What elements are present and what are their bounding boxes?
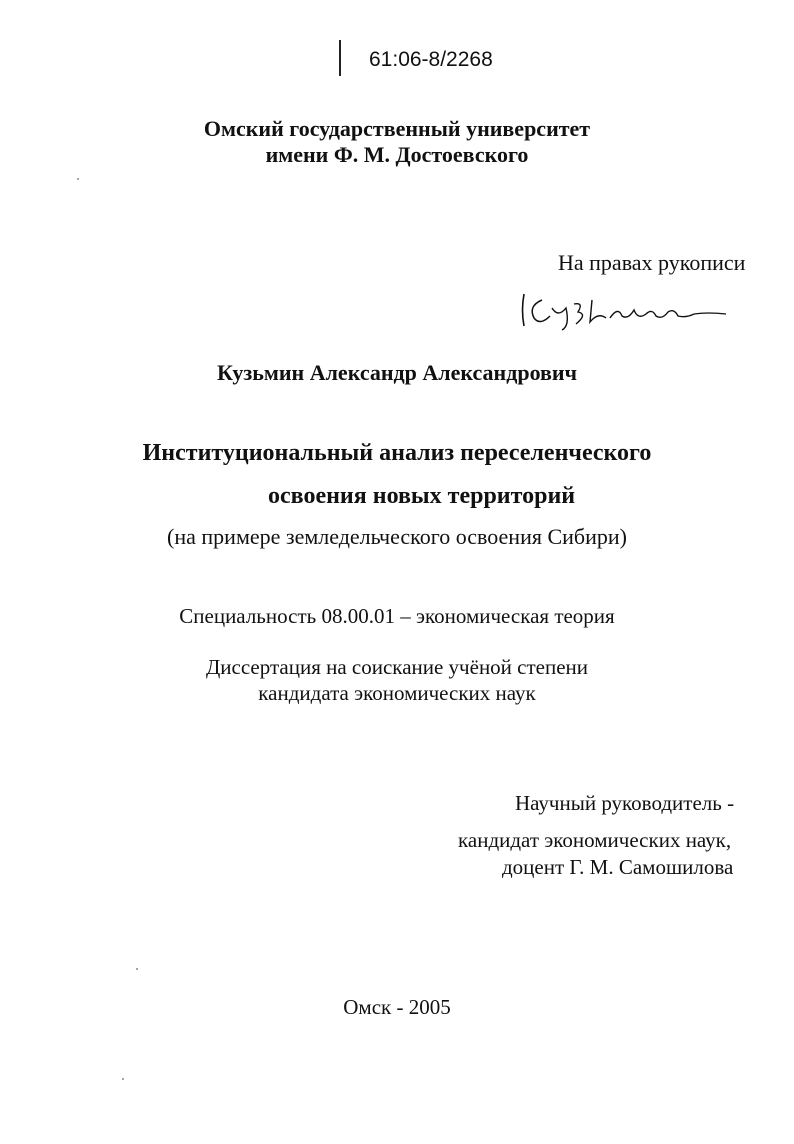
scan-speck [77,178,79,180]
university-dedication: имени Ф. М. Достоевского [265,142,529,167]
thesis-title-line1: Институциональный анализ переселенческого [142,440,652,466]
specialty: Специальность 08.00.01 – экономическая теория [179,604,615,628]
degree-line2: кандидата экономических наук [258,681,536,705]
advisor-label: Научный руководитель - [515,791,735,815]
advisor-degree: кандидат экономических наук, [458,828,732,852]
thesis-title-line2: освоения новых территорий [268,483,576,509]
thesis-subtitle: (на примере земледельческого освоения Сибири) [167,524,627,549]
university-name: Омский государственный университет [203,116,591,141]
author-name: Кузьмин Александр Александрович [216,360,578,385]
manuscript-note: На правах рукописи [558,250,746,275]
scan-speck [122,1078,124,1080]
archive-margin-bar [339,40,341,76]
advisor-name: доцент Г. М. Самошилова [502,855,734,879]
scan-speck [136,968,138,970]
author-signature [518,286,732,334]
archive-code: 61:06-8/2268 [369,48,493,71]
degree-line1: Диссертация на соискание учёной степени [205,655,589,679]
place-year: Омск - 2005 [343,995,451,1019]
